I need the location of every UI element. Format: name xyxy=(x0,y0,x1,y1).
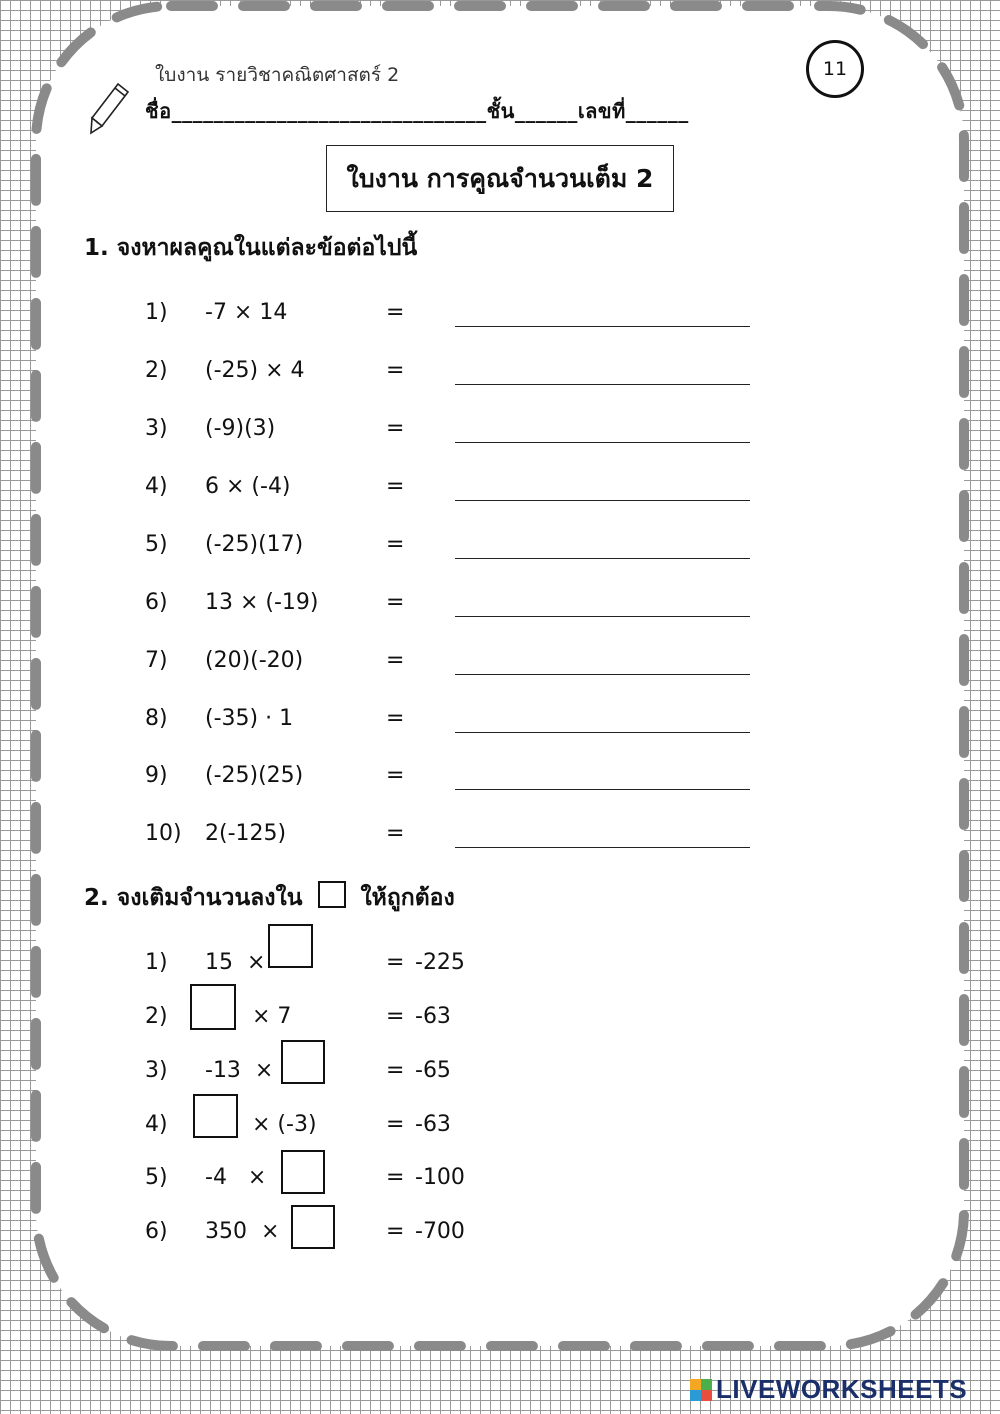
question-number: 7) xyxy=(145,648,168,673)
worksheet-title: ใบงาน การคูณจำนวนเต็ม 2 xyxy=(326,145,674,212)
question-expression: (-35) · 1 xyxy=(205,706,294,731)
answer-box[interactable] xyxy=(291,1205,335,1249)
fill-in-row xyxy=(0,1112,1000,1142)
equals-sign: = xyxy=(386,358,405,383)
left-operand: 350 × xyxy=(205,1219,280,1244)
equals-sign: = xyxy=(386,1165,405,1190)
question-expression: 6 × (-4) xyxy=(205,474,291,499)
question-number: 1) xyxy=(145,300,168,325)
question-expression: (-9)(3) xyxy=(205,416,276,441)
answer-line[interactable] xyxy=(455,847,750,848)
equals-sign: = xyxy=(386,950,405,975)
result-value: -63 xyxy=(415,1112,451,1137)
result-value: -63 xyxy=(415,1004,451,1029)
section1-heading: 1. จงหาผลคูณในแต่ละข้อต่อไปนี้ xyxy=(84,235,418,261)
question-number: 9) xyxy=(145,763,168,788)
result-value: -700 xyxy=(415,1219,465,1244)
question-row xyxy=(0,416,1000,446)
question-number: 3) xyxy=(145,416,168,441)
section2-heading-after: ให้ถูกต้อง xyxy=(360,885,455,911)
question-number: 4) xyxy=(145,474,168,499)
question-expression: (20)(-20) xyxy=(205,648,304,673)
question-row xyxy=(0,358,1000,388)
result-value: -65 xyxy=(415,1058,451,1083)
section2-heading-before: 2. จงเติมจำนวนลงใน xyxy=(84,885,303,911)
answer-line[interactable] xyxy=(455,384,750,385)
equals-sign: = xyxy=(386,1112,405,1137)
question-expression: (-25) × 4 xyxy=(205,358,305,383)
fill-in-row xyxy=(0,1004,1000,1034)
pencil-icon xyxy=(88,80,132,136)
equals-sign: = xyxy=(386,1004,405,1029)
left-operand: 15 × xyxy=(205,950,266,975)
fill-in-row xyxy=(0,1165,1000,1195)
answer-box[interactable] xyxy=(281,1150,325,1194)
question-number: 8) xyxy=(145,706,168,731)
answer-line[interactable] xyxy=(455,558,750,559)
answer-line[interactable] xyxy=(455,674,750,675)
result-value: -225 xyxy=(415,950,465,975)
equals-sign: = xyxy=(386,1219,405,1244)
question-number: 1) xyxy=(145,950,168,975)
section2-heading xyxy=(84,880,455,916)
question-number: 2) xyxy=(145,358,168,383)
answer-box-sample xyxy=(318,881,346,908)
question-number: 5) xyxy=(145,532,168,557)
answer-line[interactable] xyxy=(455,789,750,790)
question-expression: 13 × (-19) xyxy=(205,590,319,615)
equals-sign: = xyxy=(386,590,405,615)
brand-text: LIVEWORKSHEETS xyxy=(716,1374,968,1404)
fill-in-row xyxy=(0,1058,1000,1088)
question-number: 2) xyxy=(145,1004,168,1029)
equals-sign: = xyxy=(386,821,405,846)
question-expression: (-25)(17) xyxy=(205,532,304,557)
subject-heading: ใบงาน รายวิชาคณิตศาสตร์ 2 xyxy=(155,64,400,86)
question-row xyxy=(0,532,1000,562)
answer-line[interactable] xyxy=(455,500,750,501)
right-operand: × (-3) xyxy=(252,1112,317,1137)
question-row xyxy=(0,706,1000,736)
equals-sign: = xyxy=(386,648,405,673)
equals-sign: = xyxy=(386,474,405,499)
answer-line[interactable] xyxy=(455,616,750,617)
equals-sign: = xyxy=(386,1058,405,1083)
right-operand: × 7 xyxy=(252,1004,292,1029)
equals-sign: = xyxy=(386,763,405,788)
question-expression: (-25)(25) xyxy=(205,763,304,788)
fill-in-row xyxy=(0,950,1000,980)
name-class-number-line[interactable]: ชื่อ______________________________ชั้น______เลขที่______ xyxy=(145,99,689,123)
fill-in-row xyxy=(0,1219,1000,1249)
brand-footer xyxy=(690,1374,967,1405)
question-row xyxy=(0,474,1000,504)
equals-sign: = xyxy=(386,532,405,557)
left-operand: -13 × xyxy=(205,1058,274,1083)
question-number: 6) xyxy=(145,590,168,615)
page-number-badge: 11 xyxy=(806,40,864,98)
answer-box[interactable] xyxy=(193,1094,238,1138)
answer-box[interactable] xyxy=(281,1040,325,1084)
liveworksheets-logo-icon xyxy=(690,1379,712,1401)
answer-line[interactable] xyxy=(455,442,750,443)
question-row xyxy=(0,648,1000,678)
equals-sign: = xyxy=(386,416,405,441)
equals-sign: = xyxy=(386,706,405,731)
question-number: 10) xyxy=(145,821,182,846)
answer-box[interactable] xyxy=(190,984,236,1030)
question-row xyxy=(0,300,1000,330)
result-value: -100 xyxy=(415,1165,465,1190)
question-row xyxy=(0,821,1000,851)
question-expression: -7 × 14 xyxy=(205,300,288,325)
equals-sign: = xyxy=(386,300,405,325)
question-number: 4) xyxy=(145,1112,168,1137)
question-number: 6) xyxy=(145,1219,168,1244)
question-row xyxy=(0,590,1000,620)
answer-box[interactable] xyxy=(268,924,313,968)
question-expression: 2(-125) xyxy=(205,821,287,846)
left-operand: -4 × xyxy=(205,1165,267,1190)
question-row xyxy=(0,763,1000,793)
question-number: 5) xyxy=(145,1165,168,1190)
answer-line[interactable] xyxy=(455,732,750,733)
question-number: 3) xyxy=(145,1058,168,1083)
answer-line[interactable] xyxy=(455,326,750,327)
